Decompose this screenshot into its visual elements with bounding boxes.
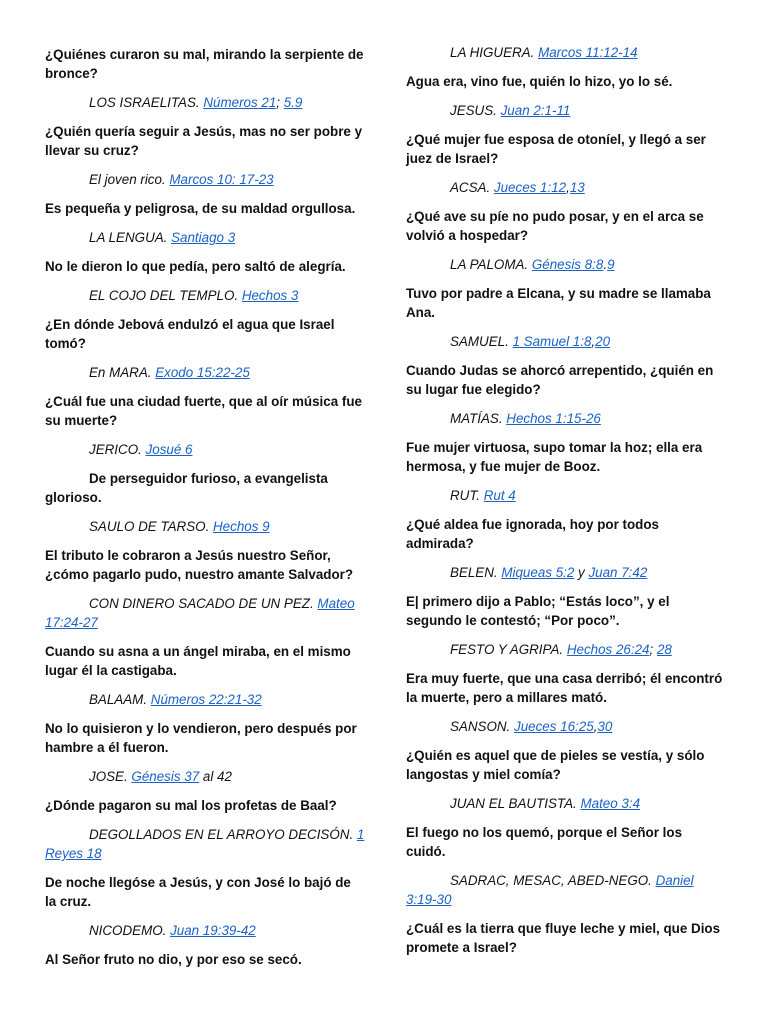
scripture-reference-link[interactable]: 20 (595, 334, 611, 349)
answer-text: CON DINERO SACADO DE UN PEZ. (89, 596, 318, 611)
riddle-answer (45, 286, 365, 305)
riddle-question: De perseguidor furioso, a evangelista glorioso. (45, 471, 328, 505)
scripture-reference-link[interactable]: 5.9 (283, 95, 303, 110)
riddle-answer (406, 101, 724, 120)
scripture-reference-link[interactable]: Jueces 1:12 (493, 180, 567, 195)
answer-text: , (566, 180, 570, 195)
riddle-question: ¿Dónde pagaron su mal los profetas de Baal? (45, 798, 337, 813)
scripture-reference-link[interactable]: Josué 6 (145, 442, 193, 457)
scripture-reference-link[interactable]: Rut 4 (483, 488, 516, 503)
riddle-question: ¿Qué mujer fue esposa de otoníel, y llegó a ser juez de Israel? (406, 132, 706, 166)
riddle-answer (406, 178, 724, 197)
answer-text: , (591, 334, 596, 349)
answer-text: . (603, 257, 608, 272)
riddle-question: ¿En dónde Jebová endulzó el agua que Israel tomó? (45, 317, 335, 351)
answer-text: DEGOLLADOS EN EL ARROYO DECISÓN. (89, 827, 357, 842)
scripture-reference-link[interactable]: Génesis 37 (131, 769, 200, 784)
scripture-reference-link[interactable]: Marcos 11:12-14 (538, 45, 638, 60)
riddle-question: El tributo le cobraron a Jesús nuestro Señor, ¿cómo pagarlo pudo, nuestro amante Salvador? (45, 548, 354, 582)
riddle-answer (45, 228, 365, 247)
scripture-reference-link[interactable]: 13 (569, 180, 585, 195)
scripture-reference-link[interactable]: Juan 19:39-42 (170, 923, 256, 938)
answer-text: BELEN. (450, 565, 502, 580)
answer-text: al 42 (199, 769, 232, 784)
scripture-reference-link[interactable]: Números 21 (203, 95, 277, 110)
answer-text: , (593, 719, 598, 734)
riddle-answer (406, 640, 724, 659)
answer-text: JUAN EL BAUTISTA. (450, 796, 581, 811)
answer-text: BALAAM. (89, 692, 151, 707)
answer-text: El joven rico. (89, 172, 170, 187)
riddle-answer (45, 825, 365, 863)
scripture-reference-link[interactable]: Exodo 15:22-25 (155, 365, 250, 380)
answer-text: JERICO. (89, 442, 146, 457)
riddle-question: ¿Quiénes curaron su mal, mirando la serpiente de bronce? (45, 47, 364, 81)
scripture-reference-link[interactable]: Mateo 17:24-27 (45, 596, 355, 630)
riddle-answer (45, 93, 365, 112)
scripture-reference-link[interactable]: 1 Samuel 1:8 (512, 334, 592, 349)
answer-text: NICODEMO. (89, 923, 171, 938)
riddle-question: Era muy fuerte, que una casa derribó; él encontró la muerte, pero a millares mató. (406, 671, 723, 705)
left-column (45, 45, 365, 979)
scripture-reference-link[interactable]: Jueces 16:25 (514, 719, 594, 734)
answer-text: FESTO Y AGRIPA. (450, 642, 567, 657)
riddle-answer (45, 594, 365, 632)
answer-text: y (574, 565, 589, 580)
answer-text: JESUS. (450, 103, 501, 118)
scripture-reference-link[interactable]: Santiago 3 (171, 230, 236, 245)
riddle-question: ¿Quién es aquel que de pieles se vestía, y sólo langostas y miel comía? (406, 748, 705, 782)
riddle-question: De noche llegóse a Jesús, y con José lo bajó de la cruz. (45, 875, 351, 909)
riddle-question: Fue mujer virtuosa, supo tomar la hoz; ella era hermosa, y fue mujer de Booz. (406, 440, 703, 474)
answer-text: SAULO DE TARSO. (89, 519, 214, 534)
scripture-reference-link[interactable]: Hechos 3 (241, 288, 299, 303)
answer-text: LA LENGUA. (89, 230, 172, 245)
scripture-reference-link[interactable]: Mateo 3:4 (580, 796, 641, 811)
riddle-answer (406, 794, 724, 813)
riddle-answer (406, 563, 724, 582)
answer-text: ; (649, 642, 657, 657)
riddle-question: ¿Qué ave su píe no pudo posar, y en el arca se volvió a hospedar? (406, 209, 704, 243)
scripture-reference-link[interactable]: Hechos 26:24 (566, 642, 650, 657)
scripture-reference-link[interactable]: Hechos 9 (213, 519, 270, 534)
riddle-answer (45, 767, 365, 786)
scripture-reference-link[interactable]: 9 (607, 257, 615, 272)
riddle-answer (45, 363, 365, 382)
riddle-question: ¿Qué aldea fue ignorada, hoy por todos admirada? (406, 517, 659, 551)
answer-text: SAMUEL. (450, 334, 513, 349)
scripture-reference-link[interactable]: Juan 7:42 (588, 565, 648, 580)
scripture-reference-link[interactable]: Miqueas 5:2 (501, 565, 575, 580)
answer-text: LOS ISRAELITAS. (89, 95, 204, 110)
riddle-answer (406, 332, 724, 351)
riddle-question: Cuando su asna a un ángel miraba, en el mismo lugar él la castigaba. (45, 644, 351, 678)
riddle-question: El fuego no los quemó, porque el Señor los cuidó. (406, 825, 683, 859)
answer-text: LA HIGUERA. (450, 45, 539, 60)
riddle-question: Al Señor fruto no dio, y por eso se secó. (45, 952, 302, 967)
riddle-question: Tuvo por padre a Elcana, y su madre se llamaba Ana. (406, 286, 711, 320)
riddle-question: ¿Cuál es la tierra que fluye leche y miel, que Dios promete a Israel? (406, 921, 721, 955)
riddle-answer (45, 517, 365, 536)
riddle-question: ¿Cuál fue una ciudad fuerte, que al oír música fue su muerte? (45, 394, 362, 428)
scripture-reference-link[interactable]: Génesis 8:8 (531, 257, 604, 272)
riddle-answer (406, 717, 724, 736)
scripture-reference-link[interactable]: 30 (597, 719, 613, 734)
answer-text: ; (276, 95, 284, 110)
answer-text: MATÍAS. (450, 411, 507, 426)
riddle-question: E| primero dijo a Pablo; “Estás loco”, y el segundo le contestó; “Por poco”. (406, 594, 670, 628)
scripture-reference-link[interactable]: Hechos 1:15-26 (506, 411, 601, 426)
answer-text: RUT. (450, 488, 484, 503)
riddle-question: No le dieron lo que pedía, pero saltó de alegría. (45, 259, 346, 274)
riddle-answer (45, 440, 365, 459)
scripture-reference-link[interactable]: Marcos 10: 17-23 (169, 172, 274, 187)
riddle-answer (45, 690, 365, 709)
answer-text: LA PALOMA. (450, 257, 532, 272)
answer-text: JOSE. (89, 769, 132, 784)
riddle-answer (406, 255, 724, 274)
riddle-answer (45, 921, 365, 940)
scripture-reference-link[interactable]: Juan 2:1-11 (500, 103, 571, 118)
scripture-reference-link[interactable]: Daniel 3:19-30 (406, 873, 694, 907)
answer-text: SADRAC, MESAC, ABED-NEGO. (450, 873, 656, 888)
scripture-reference-link[interactable]: Números 22:21-32 (150, 692, 262, 707)
answer-text: SANSON. (450, 719, 514, 734)
riddle-answer (406, 871, 724, 909)
riddle-question: Cuando Judas se ahorcó arrepentido, ¿quién en su lugar fue elegido? (406, 363, 714, 397)
riddle-answer (406, 43, 724, 62)
answer-text: ACSA. (450, 180, 494, 195)
scripture-reference-link[interactable]: 1 Reyes 18 (45, 827, 365, 861)
riddle-answer (406, 409, 724, 428)
riddle-answer (45, 170, 365, 189)
answer-text: EL COJO DEL TEMPLO. (89, 288, 242, 303)
riddle-question: ¿Quién quería seguir a Jesús, mas no ser pobre y llevar su cruz? (45, 124, 363, 158)
riddle-question: Es pequeña y peligrosa, de su maldad orgullosa. (45, 201, 356, 216)
riddle-question: Agua era, vino fue, quién lo hizo, yo lo sé. (406, 74, 673, 89)
scripture-reference-link[interactable]: 28 (656, 642, 672, 657)
riddle-answer (406, 486, 724, 505)
riddle-question: No lo quisieron y lo vendieron, pero después por hambre a él fueron. (45, 721, 357, 755)
answer-text: En MARA. (89, 365, 156, 380)
right-column (406, 45, 724, 967)
